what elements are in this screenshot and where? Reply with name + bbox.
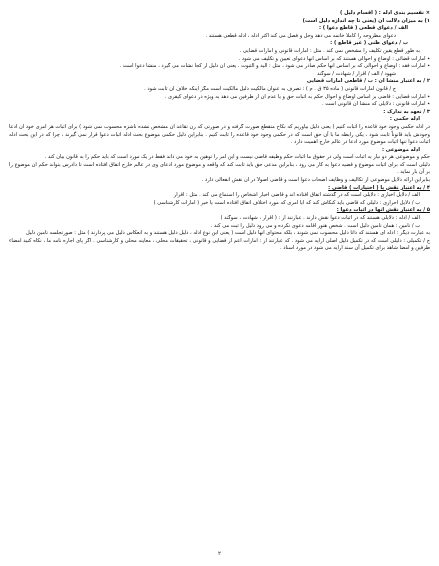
text-line: در ادله حکمی وجود خود قاعده را اثبات کنیم ( یعنی دلیل بیاوریم که نکاح منقطع صورت گرفته و در صورتی که زن تقاعد آن مشخص نشده ناشزه محسوب نمی شود ) برای اثبات هر امری خود آن ادعا وجودش باید قانوناً ثابت شود ، یکی رابطه ما با آن حق است که در حکمی وجود خود قاعده را ثابت کنیم . بنابراین دلیل حکمی موضوع بحث ادله اثبات دعوا قرار نمی گیرند ، چرا که در این بحث ادله اثبات دعوا تنها اثبات موضوع مورد ادعا در عالم خارج اهمیت دارد .: [9, 123, 430, 146]
text-line: الف / دعوای قطعی ( قاطع دعوا ) :: [318, 25, 408, 32]
text-line: الف / دلایل اخباری : دلایلی است که در گذشته اتفاق افتاده اند و قاضی اخبار اشخاص را استماع می کند . مثل : اقرار: [173, 192, 420, 199]
text-line: ادله موضوعی :: [381, 146, 420, 153]
text-line: ادله حکمی :: [389, 116, 420, 123]
text-line: به عبارت دیگر : ادله ای هستند که ذاتاً دلیل محسوب نمی شوند ، بلکه محتوای آنها دلیل است ( یعنی این نوع ادله ، دلیل دلیل هستند و به انعکاس دلیل می پردازند ) مثل : صورتجلسه تأمین دلیل: [25, 230, 430, 237]
text-line: ٭ امارات قضائی : اوضاع و احوالی هستند که بر اساس آنها دعوای تعیین و تکلیف می شود .: [238, 55, 430, 62]
text-line: ب / دلایل احرازی : دلیلی که قاضی باید کنکاش کند که آیا امری که مورد اختلاف اتفاق افتاده است یا خیر ( امارات کارشناسی ): [153, 199, 420, 206]
text-line: ۲ / به اعتبار منشأ آن : ب / قاطعی امارات قضایی: [306, 78, 430, 85]
text-line: ٭ امارات قضایی : قاضی بر اساس اوضاع و احوال حکم به اثبات حق و یا عدم آن از طرفین می دهد به ویژه در دعوای کیفری .: [164, 93, 430, 100]
text-line: شهود / الف / اقرار / شهادت / سوگند: [317, 70, 396, 77]
text-line: دلیلی است که برای اثبات موضوع و قضیه دعوا به کار می رود ، بنابراین مدعی حق باید ثابت کند که واقعه و موضوع مورد ادعای وی در عالم خارج اتفاق افتاده است تا دادرس بتواند حکم آن موضوع را بر آن بار نماید .: [9, 161, 430, 176]
text-line: × تقسیم بندی ادله : ( اقسام دلیل ): [339, 10, 430, 16]
text-line: بنابراین ارائه دلایل موضوعی از تکالیف و وظایف اصحاب دعوا است و قاضی اصولاً در آن نقش انفعالی دارد .: [201, 177, 430, 184]
text-line: ۴ / به اعتبار نقش یا ( اختیارات ) قاضی :: [328, 184, 430, 191]
text-line: ب / دعوای ظنی ( غیر قاطع ) :: [330, 40, 408, 47]
text-line: دعوای مطروحه را کاملا خاتمه می دهد وحل و فصل می کند اکثر ادله ، ادله قطعی هستند .: [205, 32, 396, 39]
page-content: [9, 10, 430, 253]
text-line: به طور قطع یقین تکلیف را مشخص نمی کند . مثل : امارات قانونی و امارات قضایی .: [239, 47, 420, 54]
page-number: ۲: [218, 551, 221, 558]
text-line: ٭ امارات قانونی : دلایلی که منشأ آن قانونی است .: [322, 101, 430, 108]
text-line: ج / قانون امارات قانونی ( ماده ۳۵ ق . م ) : تصرف به عنوان مالکیت دلیل مالکیت است مگر اینکه خلاف آن ثابت شود .: [144, 85, 396, 92]
text-line: ٭ امارات فقه : اوضاع و احوالی که بر اساس آنها حکم صادر می شود ، مثل : الید و الثبوت . یعنی آن دلیل از کجا نشأت می گیرد ، منشأ دعوا است .: [119, 63, 430, 70]
text-line: ۵ / به اعتبار نقش آنها در اثبات دعوا :: [336, 207, 430, 214]
text-line: حکم و موضوعی هر دو نیاز به اثبات است ولی در حقوق ما اثبات حکم وظیفه قاضی نیست و این امر را توهین به خود می داند فقط در یک مورد است که باید حکم را به قانون بیان کند .: [44, 154, 430, 161]
text-line: الف / ادله : دلایلی هستند که در اثبات دعوا نقش دارند . عبارتند از : ( اقرار ، شهادت ، سوگند ): [220, 215, 420, 222]
text-line: ب / تأمین : همان تأمین دلیل است . شخص هنوز اقامه دعوی نکرده و می رود دلیل را ثبت می کند .: [210, 222, 420, 229]
text-line: ج / تکمیلی : دلیلی است که در تکمیل دلیل اصلی ارایه می شود . که عبارتند از : امارات اعم از قضایی و قانونی ، تحقیقات محلی ، معاینه محلی و کارشناسی . اگر پای اجاره نامه ما ، نکاه کنید امضاء طرفین و امضا شاهد برای تکمیل آن سند ارایه می شود در مورد اسناد .: [9, 237, 430, 252]
text-line: ۱) به میزان دلالت آن (یعنی تا چه اندازه دلیل است): [302, 17, 430, 24]
text-line: ۳ / تعهد به تدارک :: [383, 108, 430, 115]
